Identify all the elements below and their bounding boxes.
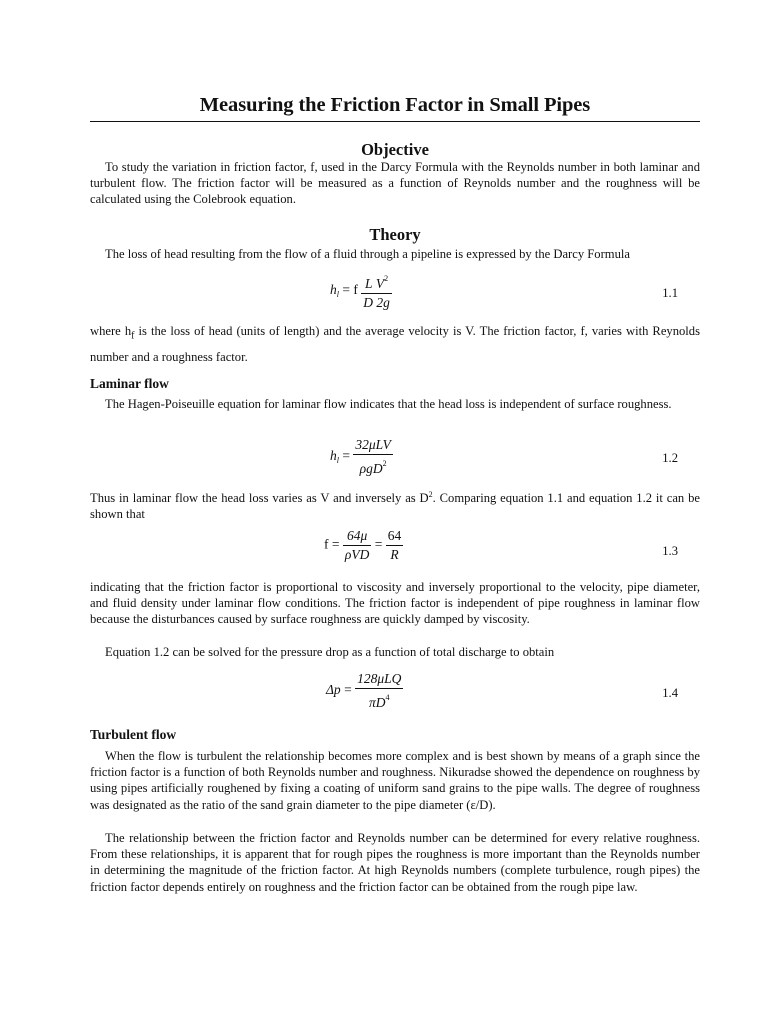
theory-after-eq1 xyxy=(90,321,700,368)
p2-sup: 2 xyxy=(428,490,433,499)
eq1-num-a: L xyxy=(364,276,373,291)
eq1-num-sup: 2 xyxy=(384,274,389,283)
eq2-num: 32μLV xyxy=(353,436,393,455)
eq4-number: 1.4 xyxy=(662,686,678,700)
eq3-number: 1.3 xyxy=(662,544,678,558)
eq1-lhs: h xyxy=(330,282,337,298)
title-rule xyxy=(90,121,700,122)
eq2-number: 1.2 xyxy=(662,451,678,465)
eq1-equals: = f xyxy=(338,282,358,298)
eq3-den2: R xyxy=(390,547,399,562)
p2-prefix: Thus in laminar flow the head loss varies as V and inversely as D xyxy=(90,491,429,506)
objective-paragraph: To study the variation in friction factor, f, used in the Darcy Formula with the Reynolds number in both laminar and turbulent flow. The friction factor will be measured as a function of Reynolds number and the roughness will be calculated using the Colebrook equation. xyxy=(90,160,700,207)
eq4-den-sup: 4 xyxy=(385,693,390,702)
eq2-lhs: h xyxy=(330,448,337,464)
page-title: Measuring the Friction Factor in Small Pipes xyxy=(199,94,591,116)
laminar-heading: Laminar flow xyxy=(90,376,169,391)
turbulent-paragraph-1: When the flow is turbulent the relationship becomes more complex and is best shown by means of a graph since the friction factor is a function of both Reynolds number and roughness. Nikuradse showed the dependence on roughness by using pipes artificially roughened by fixing a coating of uniform sand grains to the pipe walls. The degree of roughness was designated as the ratio of the sand grain diameter to the pipe diameter (ε/D). xyxy=(90,749,700,812)
theory-heading: Theory xyxy=(369,225,421,244)
eq1-fraction xyxy=(361,270,392,312)
eq1-num-b: V xyxy=(375,276,385,291)
eq1-number: 1.1 xyxy=(662,286,678,300)
eq4-den: πD xyxy=(368,695,386,710)
laminar-paragraph-2 xyxy=(90,487,700,523)
eq3-mid: = xyxy=(371,536,386,552)
after-eq1-suffix: is the loss of head (units of length) and the average velocity is V. The friction factor, f, varies with Reynolds number and a roughness factor. xyxy=(90,324,700,364)
eq3-num2: 64 xyxy=(386,527,404,546)
eq3-num1: 64μ xyxy=(343,527,371,546)
equation-1-3 xyxy=(90,527,700,577)
equation-1-1 xyxy=(90,270,700,320)
laminar-paragraph-3: indicating that the friction factor is proportional to viscosity and inversely proportional to the velocity, pipe diameter, and fluid density under laminar flow conditions. The friction factor is independent of pipe roughness in laminar flow because the disturbances caused by surface roughness are quickly damped by viscosity. xyxy=(90,580,700,627)
p2-suffix: . Comparing equation 1.1 and equation 1.2 it can be shown that xyxy=(90,491,700,522)
eq2-fraction xyxy=(353,436,393,478)
eq3-lhs: f = xyxy=(324,536,343,552)
eq2-den-sup: 2 xyxy=(382,459,387,468)
eq4-fraction xyxy=(355,670,403,712)
turbulent-paragraph-2: The relationship between the friction factor and Reynolds number can be determined for every relative roughness. From these relationships, it is apparent that for rough pipes the roughness is more important than the Reynolds number in determining the magnitude of the friction factor. At high Reynolds numbers (complete turbulence, rough pipes) the friction factor depends entirely on roughness and the friction factor can be obtained from the rough pipe law. xyxy=(90,831,700,894)
eq3-den1: ρVD xyxy=(344,547,370,562)
eq1-den-b: 2g xyxy=(376,295,390,310)
eq1-den-a: D xyxy=(363,295,373,310)
after-eq1-sub: f xyxy=(131,330,135,342)
equation-1-4 xyxy=(90,670,700,720)
eq2-den: ρgD xyxy=(359,461,383,476)
eq3-fraction-1 xyxy=(343,527,371,564)
laminar-paragraph-4: Equation 1.2 can be solved for the pressure drop as a function of total discharge to obtain xyxy=(105,645,555,659)
eq2-equals: = xyxy=(338,448,354,464)
turbulent-heading: Turbulent flow xyxy=(90,727,177,742)
objective-heading: Objective xyxy=(361,140,429,159)
eq2-lhs-sub: l xyxy=(336,456,339,466)
equation-1-2 xyxy=(90,436,700,486)
eq3-fraction-2 xyxy=(386,527,404,564)
eq4-lhs: Δp xyxy=(326,682,341,698)
laminar-paragraph-1: The Hagen-Poiseuille equation for laminar flow indicates that the head loss is independent of surface roughness. xyxy=(105,397,672,411)
eq1-lhs-sub: l xyxy=(336,290,339,300)
after-eq1-prefix: where h xyxy=(90,324,132,338)
theory-intro: The loss of head resulting from the flow of a fluid through a pipeline is expressed by the Darcy Formula xyxy=(105,247,630,261)
eq4-num: 128μLQ xyxy=(355,670,403,689)
eq4-equals: = xyxy=(340,682,356,698)
